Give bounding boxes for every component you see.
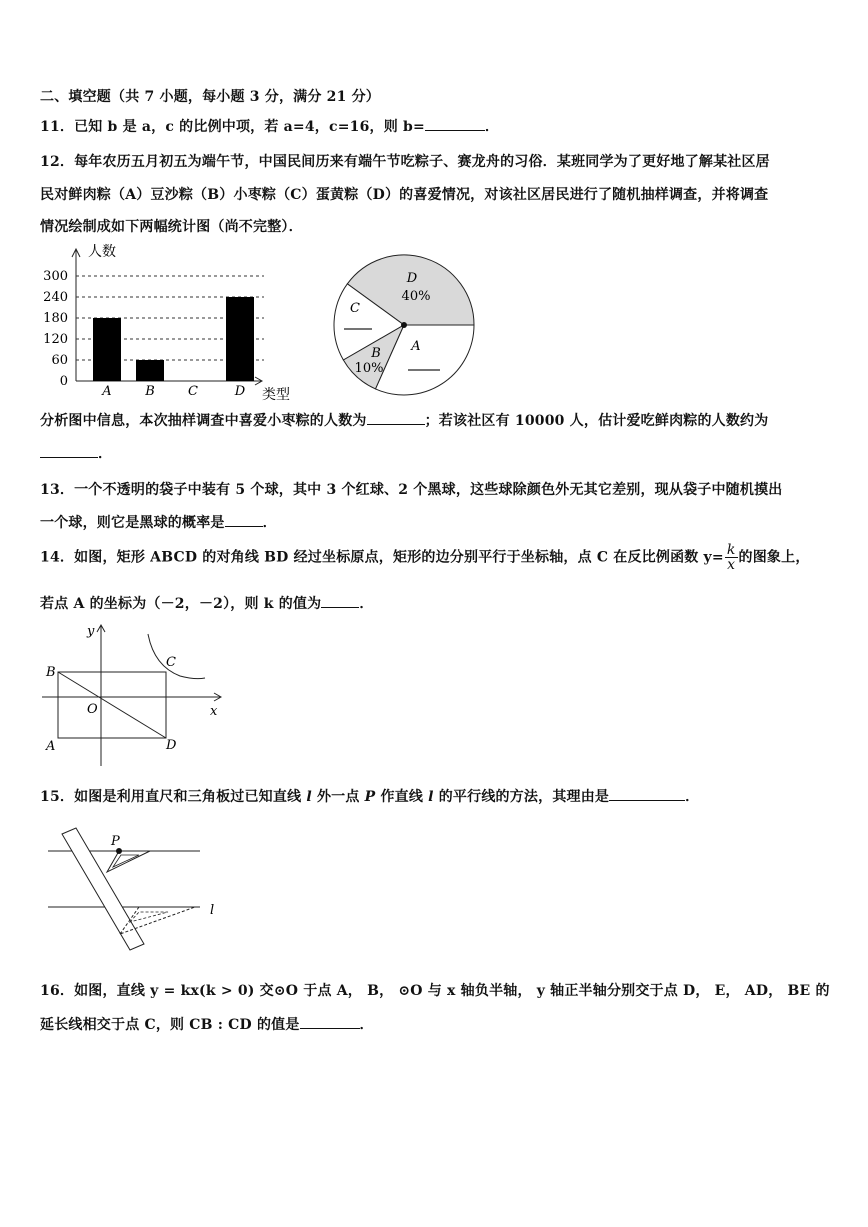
- q15-triangle-top: [107, 851, 150, 872]
- q14-label-y: y: [87, 624, 95, 639]
- q15-text-c: 作直线: [375, 789, 429, 805]
- q13-text: 一个球，则它是黑球的概率是: [40, 515, 225, 531]
- bar-y-axis-label: 人数: [88, 244, 116, 260]
- q14-text: 若点 A 的坐标为（－2，－2），则 k 的值为: [40, 596, 322, 612]
- q13-line-2: [40, 512, 277, 532]
- q14-label-c: C: [166, 655, 176, 670]
- q12-blank-2[interactable]: [40, 443, 98, 458]
- q12-end: ．: [98, 446, 113, 462]
- pie-value-D: 40%: [401, 289, 431, 304]
- q12-line-5: [40, 443, 112, 463]
- bar-chart: [40, 240, 310, 405]
- question-11: [40, 116, 499, 136]
- q14-figure: [40, 620, 230, 770]
- bar-B: [136, 360, 164, 381]
- q15-l2: l: [428, 789, 434, 805]
- q16-line-1: 16．如图，直线 y = kx(k > 0) 交⊙O 于点 A， B， ⊙O 与 x 轴负半轴， y 轴正半轴分别交于点 D， E， AD， BE 的: [40, 983, 830, 999]
- q14-fraction: [725, 543, 738, 572]
- q15-ruler: [62, 828, 144, 950]
- q14-line-1: [40, 543, 810, 572]
- q14-frac-num: k: [726, 542, 736, 558]
- q13-end: ．: [262, 515, 277, 531]
- q15-label-p: P: [111, 834, 120, 849]
- pie-label-A: A: [411, 339, 421, 354]
- q12-text-b: ；若该社区有 10000 人，估计爱吃鲜肉粽的人数约为: [424, 413, 769, 429]
- pie-label-C: C: [350, 301, 360, 316]
- q14-end: ．: [359, 596, 374, 612]
- bar-A: [93, 318, 121, 381]
- bar-x-tick-label: D: [234, 384, 246, 399]
- q15-figure: [40, 826, 230, 956]
- bar-y-tick-label: 60: [51, 353, 68, 368]
- bar-y-tick-label: 180: [43, 311, 68, 326]
- q13-answer-blank[interactable]: [225, 512, 263, 527]
- q15-label-l: l: [210, 903, 215, 918]
- bar-y-tick-label: 120: [43, 332, 68, 347]
- pie-center-dot: [401, 322, 407, 328]
- q12-text-a: 分析图中信息，本次抽样调查中喜爱小枣粽的人数为: [40, 413, 367, 429]
- q12-line-3: 情况绘制成如下两幅统计图（尚不完整）．: [40, 219, 303, 235]
- q15-text-d: 的平行线的方法，其理由是: [433, 789, 610, 805]
- q12-line-2: 民对鲜肉粽（A）豆沙粽（B）小枣粽（C）蛋黄粽（D）的喜爱情况，对该社区居民进行了随机抽样调查，并将调查: [40, 187, 769, 203]
- bar-y-tick-label: 300: [43, 269, 68, 284]
- pie-value-B: 10%: [354, 361, 384, 376]
- section-header: 二、填空题（共 7 小题，每小题 3 分，满分 21 分）: [40, 89, 381, 105]
- pie-chart: [330, 252, 480, 402]
- q15-triangle-bottom-inner: [130, 912, 168, 922]
- bar-D: [226, 297, 254, 381]
- bar-x-tick-label: B: [145, 384, 155, 399]
- q12-line-1: 12．每年农历五月初五为端午节，中国民间历来有端午节吃粽子、赛龙舟的习俗．某班同学为了更好地了解某社区居: [40, 154, 770, 170]
- q14-label-a: A: [46, 739, 56, 754]
- q11-answer-blank[interactable]: [425, 116, 485, 131]
- q15-p: P: [364, 789, 376, 805]
- q16-end: ．: [359, 1017, 374, 1033]
- q14-label-x: x: [210, 704, 218, 719]
- bar-x-axis-label: 类型: [262, 387, 290, 403]
- q12-blank-1[interactable]: [367, 410, 425, 425]
- q15-text-b: 外一点: [311, 789, 365, 805]
- q14-text-b: 的图象上，: [738, 549, 810, 566]
- q16-line-2: [40, 1014, 374, 1034]
- q14-line-2: [40, 593, 374, 613]
- q16-text: 延长线相交于点 C，则 CB : CD 的值是: [40, 1017, 300, 1033]
- q14-answer-blank[interactable]: [321, 593, 359, 608]
- q16-answer-blank[interactable]: [300, 1014, 360, 1029]
- q14-label-o: O: [87, 702, 98, 717]
- q13-line-1: 13．一个不透明的袋子中装有 5 个球，其中 3 个红球、2 个黑球，这些球除颜色外无其它差别，现从袋子中随机摸出: [40, 482, 783, 498]
- q11-end: ．: [484, 119, 500, 135]
- bar-x-tick-label: C: [188, 384, 198, 399]
- pie-label-D: D: [406, 271, 418, 286]
- q14-frac-den: x: [727, 557, 736, 573]
- q12-line-4: [40, 410, 768, 430]
- q14-label-b: B: [46, 665, 56, 680]
- q15-l1: l: [306, 789, 312, 805]
- bar-x-tick-label: A: [102, 384, 112, 399]
- pie-label-B: B: [371, 346, 381, 361]
- question-15: [40, 786, 699, 806]
- q15-text-a: 15．如图是利用直尺和三角板过已知直线: [40, 789, 307, 805]
- q15-answer-blank[interactable]: [609, 786, 685, 801]
- q14-label-d: D: [166, 738, 177, 753]
- q15-end: ．: [685, 789, 700, 805]
- bar-y-tick-label: 240: [43, 290, 68, 305]
- q14-text-a: 14．如图，矩形 ABCD 的对角线 BD 经过坐标原点，矩形的边分别平行于坐标轴，点 C 在反比例函数 y=: [40, 549, 724, 566]
- q11-text: 11．已知 b 是 a，c 的比例中项，若 a=4，c=16，则 b=: [40, 119, 425, 135]
- bar-y-tick-label: 0: [59, 374, 68, 389]
- q14-diagonal-bd: [58, 672, 166, 738]
